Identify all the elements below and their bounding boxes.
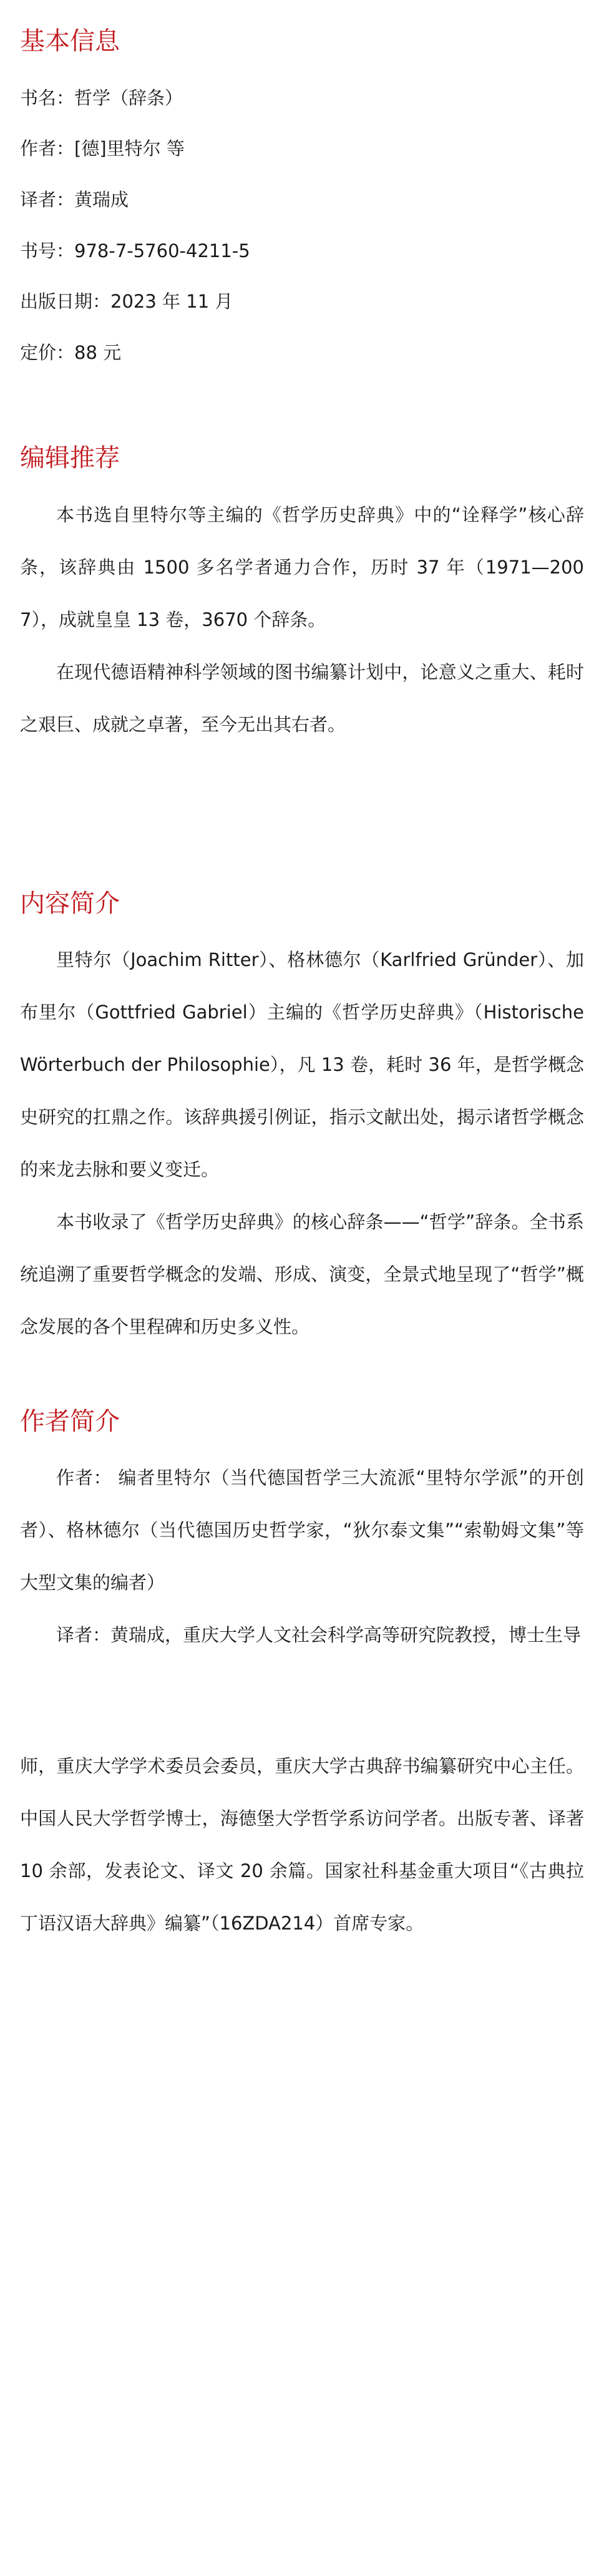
recommendation-paragraph: 本书选自里特尔等主编的《哲学历史辞典》中的“诠释学”核心辞条，该辞典由 1500 多名学者通力合作，历时 37 年（1971—2007），成就皇皇 13 卷，3670 个辞条。 (20, 504, 584, 630)
translator-line: 译者：黄瑞成 (20, 189, 129, 210)
translator-bio-paragraph: 译者：黄瑞成，重庆大学人文社会科学高等研究院教授，博士生导 (56, 1624, 582, 1646)
content-summary-heading: 内容简介 (20, 889, 120, 918)
summary-paragraph: 本书收录了《哲学历史辞典》的核心辞条——“哲学”辞条。全书系统追溯了重要哲学概念的发端、形成、演变，全景式地呈现了“哲学”概念发展的各个里程碑和历史多义性。 (20, 1211, 584, 1337)
summary-paragraph: 里特尔（Joachim Ritter）、格林德尔（Karlfried Gründer）、加布里尔（Gottfried Gabriel）主编的《哲学历史辞典》（Historische Wörterbuch der Philosophie），凡 13 卷，耗时 36 年，是哲学概念史研究的扛鼎之作。该辞典援引例证，指示文献出处，揭示诸哲学概念的来龙去脉和要义变迁。 (20, 949, 584, 1180)
price-line: 定价：88 元 (20, 342, 122, 363)
isbn-line: 书号：978-7-5760-4211-5 (20, 240, 250, 261)
translator-bio-continued: 师，重庆大学学术委员会委员，重庆大学古典辞书编纂研究中心主任。中国人民大学哲学博士，海德堡大学哲学系访问学者。出版专著、译著 10 余部，发表论文、译文 20 余篇。国家社科基金重大项目“《古典拉丁语汉语大辞典》编纂”（16ZDA214）首席专家。 (20, 1755, 584, 1934)
author-bio-paragraph: 作者： 编者里特尔（当代德国哲学三大流派“里特尔学派”的开创者）、格林德尔（当代德国历史哲学家，“狄尔泰文集”“索勒姆文集”等大型文集的编者） (20, 1467, 584, 1593)
recommendation-paragraph: 在现代德语精神科学领域的图书编纂计划中，论意义之重大、耗时之艰巨、成就之卓著，至今无出其右者。 (20, 661, 584, 735)
author-intro-heading: 作者简介 (20, 1407, 120, 1436)
author-line: 作者：[德]里特尔 等 (20, 138, 185, 159)
book-title-line: 书名：哲学（辞条） (20, 87, 183, 109)
publish-date-line: 出版日期：2023 年 11 月 (20, 291, 233, 312)
editor-recommendation-heading: 编辑推荐 (20, 444, 120, 472)
basic-info-heading: 基本信息 (20, 27, 120, 56)
